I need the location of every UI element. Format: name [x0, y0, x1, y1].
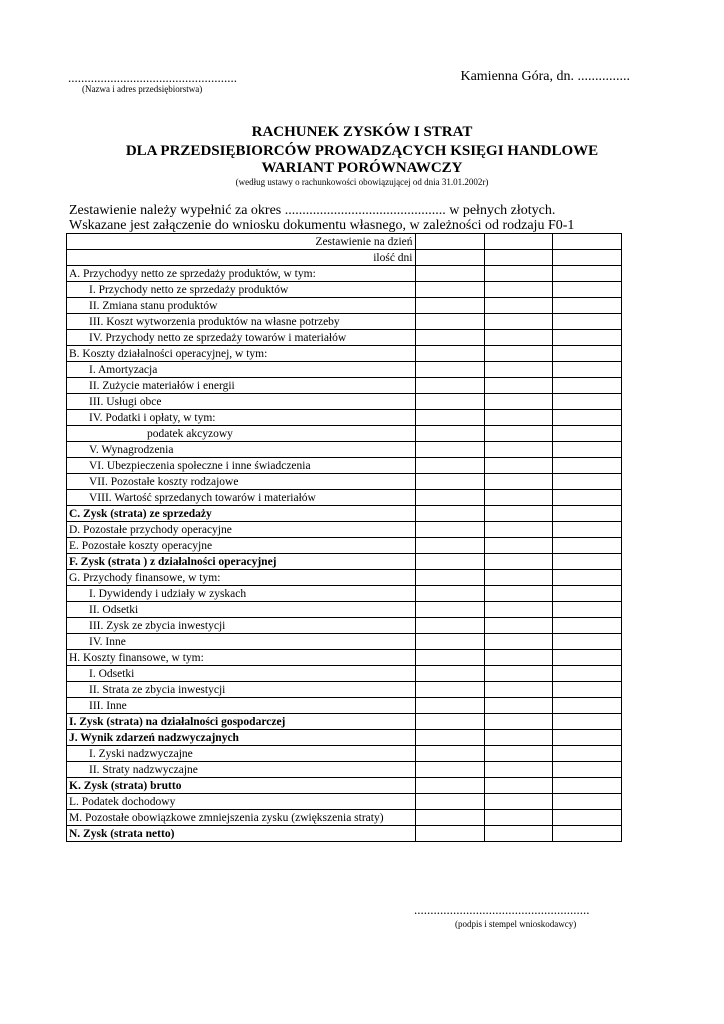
table-row — [67, 458, 622, 474]
value-cell[interactable] — [415, 570, 485, 586]
value-cell[interactable] — [415, 506, 485, 522]
value-cell[interactable] — [485, 330, 553, 346]
value-cell[interactable] — [415, 394, 485, 410]
value-cell[interactable] — [553, 314, 622, 330]
table-row — [67, 746, 622, 762]
table-row — [67, 810, 622, 826]
row-label: I. Zysk (strata) na działalności gospodarczej — [67, 714, 416, 730]
row-label: I. Przychody netto ze sprzedaży produktów — [67, 282, 416, 298]
value-cell[interactable] — [485, 618, 553, 634]
value-cell[interactable] — [553, 378, 622, 394]
value-cell[interactable] — [485, 826, 553, 842]
value-cell[interactable] — [485, 394, 553, 410]
days-cell[interactable] — [415, 250, 485, 266]
value-cell[interactable] — [553, 810, 622, 826]
date-cell[interactable] — [415, 234, 485, 250]
value-cell[interactable] — [553, 442, 622, 458]
value-cell[interactable] — [553, 330, 622, 346]
table-row — [67, 378, 622, 394]
value-cell[interactable] — [415, 282, 485, 298]
row-label: H. Koszty finansowe, w tym: — [67, 650, 416, 666]
value-cell[interactable] — [415, 746, 485, 762]
value-cell[interactable] — [415, 762, 485, 778]
place-date: Kamienna Góra, dn. ............... — [460, 69, 630, 84]
table-row — [67, 714, 622, 730]
value-cell[interactable] — [485, 762, 553, 778]
value-cell[interactable] — [553, 538, 622, 554]
table-row — [67, 266, 622, 282]
value-cell[interactable] — [553, 554, 622, 570]
value-cell[interactable] — [485, 746, 553, 762]
value-cell[interactable] — [485, 538, 553, 554]
row-label: N. Zysk (strata netto) — [67, 826, 416, 842]
value-cell[interactable] — [485, 682, 553, 698]
value-cell[interactable] — [485, 522, 553, 538]
document-title: RACHUNEK ZYSKÓW I STRAT — [251, 124, 473, 140]
row-label: A. Przychodyy netto ze sprzedaży produktów, w tym: — [67, 266, 416, 282]
row-label: G. Przychody finansowe, w tym: — [67, 570, 416, 586]
value-cell[interactable] — [485, 378, 553, 394]
company-name-placeholder: .................................................... — [68, 70, 237, 85]
row-label: D. Pozostałe przychody operacyjne — [67, 522, 416, 538]
value-cell[interactable] — [485, 778, 553, 794]
value-cell[interactable] — [415, 426, 485, 442]
value-cell[interactable] — [415, 794, 485, 810]
value-cell[interactable] — [415, 602, 485, 618]
value-cell[interactable] — [415, 522, 485, 538]
row-label: VII. Pozostałe koszty rodzajowe — [67, 474, 416, 490]
profit-loss-table — [66, 233, 622, 842]
row-label: III. Koszt wytworzenia produktów na własne potrzeby — [67, 314, 416, 330]
value-cell[interactable] — [553, 586, 622, 602]
value-cell[interactable] — [485, 794, 553, 810]
document-title-line-3: WARIANT PORÓWNAWCZY — [261, 160, 463, 176]
value-cell[interactable] — [553, 522, 622, 538]
table-row — [67, 698, 622, 714]
table-row — [67, 346, 622, 362]
value-cell[interactable] — [415, 634, 485, 650]
table-row — [67, 426, 622, 442]
row-label: III. Inne — [67, 698, 416, 714]
table-row — [67, 634, 622, 650]
table-row — [67, 586, 622, 602]
attachment-instruction: Wskazane jest załączenie do wniosku dokumentu własnego, w zależności od rodzaju F0-1 — [69, 218, 575, 233]
row-label: C. Zysk (strata) ze sprzedaży — [67, 506, 416, 522]
row-label: II. Zużycie materiałów i energii — [67, 378, 416, 394]
value-cell[interactable] — [553, 394, 622, 410]
value-cell[interactable] — [415, 826, 485, 842]
table-row — [67, 314, 622, 330]
value-cell[interactable] — [485, 442, 553, 458]
value-cell[interactable] — [553, 698, 622, 714]
value-cell[interactable] — [415, 714, 485, 730]
value-cell[interactable] — [553, 298, 622, 314]
value-cell[interactable] — [553, 410, 622, 426]
value-cell[interactable] — [485, 298, 553, 314]
row-label: I. Odsetki — [67, 666, 416, 682]
table-row — [67, 522, 622, 538]
value-cell[interactable] — [553, 602, 622, 618]
value-cell[interactable] — [415, 314, 485, 330]
value-cell[interactable] — [553, 506, 622, 522]
value-cell[interactable] — [415, 586, 485, 602]
days-cell[interactable] — [553, 250, 622, 266]
value-cell[interactable] — [553, 794, 622, 810]
days-cell[interactable] — [485, 250, 553, 266]
value-cell[interactable] — [485, 506, 553, 522]
row-label: III. Usługi obce — [67, 394, 416, 410]
table-row — [67, 506, 622, 522]
signature-caption: (podpis i stempel wnioskodawcy) — [455, 919, 577, 929]
value-cell[interactable] — [485, 490, 553, 506]
row-label: IV. Podatki i opłaty, w tym: — [67, 410, 416, 426]
value-cell[interactable] — [553, 362, 622, 378]
table-row — [67, 282, 622, 298]
date-cell[interactable] — [485, 234, 553, 250]
value-cell[interactable] — [485, 362, 553, 378]
value-cell[interactable] — [553, 618, 622, 634]
row-label: I. Amortyzacja — [67, 362, 416, 378]
row-label: II. Strata ze zbycia inwestycji — [67, 682, 416, 698]
table-row — [67, 570, 622, 586]
value-cell[interactable] — [485, 266, 553, 282]
row-label: M. Pozostałe obowiązkowe zmniejszenia zysku (zwiększenia straty) — [67, 810, 416, 826]
table-row — [67, 778, 622, 794]
value-cell[interactable] — [415, 458, 485, 474]
row-label: II. Straty nadzwyczajne — [67, 762, 416, 778]
signature-line: ...................................................... — [414, 902, 590, 917]
header-date-label: Zestawienie na dzień — [67, 234, 416, 250]
row-label: podatek akcyzowy — [67, 426, 416, 442]
value-cell[interactable] — [485, 666, 553, 682]
value-cell[interactable] — [415, 362, 485, 378]
row-label: L. Podatek dochodowy — [67, 794, 416, 810]
row-label: IV. Inne — [67, 634, 416, 650]
value-cell[interactable] — [485, 586, 553, 602]
value-cell[interactable] — [553, 490, 622, 506]
table-row — [67, 554, 622, 570]
table-row — [67, 682, 622, 698]
value-cell[interactable] — [553, 426, 622, 442]
value-cell[interactable] — [553, 570, 622, 586]
value-cell[interactable] — [415, 266, 485, 282]
table-row — [67, 298, 622, 314]
value-cell[interactable] — [485, 570, 553, 586]
date-cell[interactable] — [553, 234, 622, 250]
value-cell[interactable] — [553, 666, 622, 682]
period-instruction: Zestawienie należy wypełnić za okres .............................................. w pełnych złotych. — [69, 203, 556, 218]
row-label: I. Zyski nadzwyczajne — [67, 746, 416, 762]
value-cell[interactable] — [415, 810, 485, 826]
value-cell[interactable] — [415, 618, 485, 634]
value-cell[interactable] — [553, 650, 622, 666]
header-row-days — [67, 250, 622, 266]
value-cell[interactable] — [485, 314, 553, 330]
value-cell[interactable] — [415, 410, 485, 426]
value-cell[interactable] — [553, 266, 622, 282]
row-label: VIII. Wartość sprzedanych towarów i materiałów — [67, 490, 416, 506]
value-cell[interactable] — [415, 666, 485, 682]
value-cell[interactable] — [415, 778, 485, 794]
row-label: E. Pozostałe koszty operacyjne — [67, 538, 416, 554]
value-cell[interactable] — [485, 810, 553, 826]
row-label: III. Zysk ze zbycia inwestycji — [67, 618, 416, 634]
value-cell[interactable] — [553, 714, 622, 730]
row-label: II. Odsetki — [67, 602, 416, 618]
value-cell[interactable] — [415, 474, 485, 490]
row-label: F. Zysk (strata ) z działalności operacyjnej — [67, 554, 416, 570]
value-cell[interactable] — [485, 714, 553, 730]
value-cell[interactable] — [415, 346, 485, 362]
value-cell[interactable] — [485, 698, 553, 714]
table-row — [67, 538, 622, 554]
value-cell[interactable] — [485, 554, 553, 570]
table-row — [67, 602, 622, 618]
value-cell[interactable] — [415, 730, 485, 746]
value-cell[interactable] — [415, 554, 485, 570]
value-cell[interactable] — [553, 474, 622, 490]
table-row — [67, 666, 622, 682]
value-cell[interactable] — [553, 778, 622, 794]
row-label: K. Zysk (strata) brutto — [67, 778, 416, 794]
value-cell[interactable] — [485, 410, 553, 426]
value-cell[interactable] — [553, 458, 622, 474]
value-cell[interactable] — [553, 826, 622, 842]
row-label: J. Wynik zdarzeń nadzwyczajnych — [67, 730, 416, 746]
value-cell[interactable] — [415, 538, 485, 554]
document-title-line-2: DLA PRZEDSIĘBIORCÓW PROWADZĄCYCH KSIĘGI HANDLOWE — [125, 143, 599, 159]
value-cell[interactable] — [485, 634, 553, 650]
value-cell[interactable] — [485, 602, 553, 618]
value-cell[interactable] — [553, 730, 622, 746]
value-cell[interactable] — [415, 298, 485, 314]
table-row — [67, 330, 622, 346]
value-cell[interactable] — [553, 746, 622, 762]
value-cell[interactable] — [415, 490, 485, 506]
table-row — [67, 410, 622, 426]
table-row — [67, 762, 622, 778]
table-row — [67, 618, 622, 634]
table-row — [67, 474, 622, 490]
value-cell[interactable] — [415, 330, 485, 346]
value-cell[interactable] — [553, 762, 622, 778]
row-label: VI. Ubezpieczenia społeczne i inne świadczenia — [67, 458, 416, 474]
table-row — [67, 794, 622, 810]
table-row — [67, 730, 622, 746]
value-cell[interactable] — [415, 378, 485, 394]
document-subtitle: (według ustawy o rachunkowości obowiązującej od dnia 31.01.2002r) — [235, 177, 489, 187]
row-label: V. Wynagrodzenia — [67, 442, 416, 458]
table-row — [67, 442, 622, 458]
value-cell[interactable] — [485, 426, 553, 442]
table-row — [67, 650, 622, 666]
value-cell[interactable] — [485, 282, 553, 298]
value-cell[interactable] — [415, 650, 485, 666]
header-row-date — [67, 234, 622, 250]
row-label: I. Dywidendy i udziały w zyskach — [67, 586, 416, 602]
value-cell[interactable] — [415, 442, 485, 458]
value-cell[interactable] — [553, 346, 622, 362]
header-days-label: ilość dni — [67, 250, 416, 266]
value-cell[interactable] — [553, 282, 622, 298]
value-cell[interactable] — [485, 650, 553, 666]
table-row — [67, 826, 622, 842]
value-cell[interactable] — [485, 730, 553, 746]
company-caption: (Nazwa i adres przedsiębiorstwa) — [82, 84, 203, 94]
table-row — [67, 362, 622, 378]
value-cell[interactable] — [553, 634, 622, 650]
value-cell[interactable] — [485, 458, 553, 474]
value-cell[interactable] — [415, 698, 485, 714]
row-label: II. Zmiana stanu produktów — [67, 298, 416, 314]
value-cell[interactable] — [415, 682, 485, 698]
table-row — [67, 394, 622, 410]
table-row — [67, 490, 622, 506]
value-cell[interactable] — [485, 346, 553, 362]
value-cell[interactable] — [485, 474, 553, 490]
value-cell[interactable] — [553, 682, 622, 698]
row-label: IV. Przychody netto ze sprzedaży towarów i materiałów — [67, 330, 416, 346]
row-label: B. Koszty działalności operacyjnej, w tym: — [67, 346, 416, 362]
